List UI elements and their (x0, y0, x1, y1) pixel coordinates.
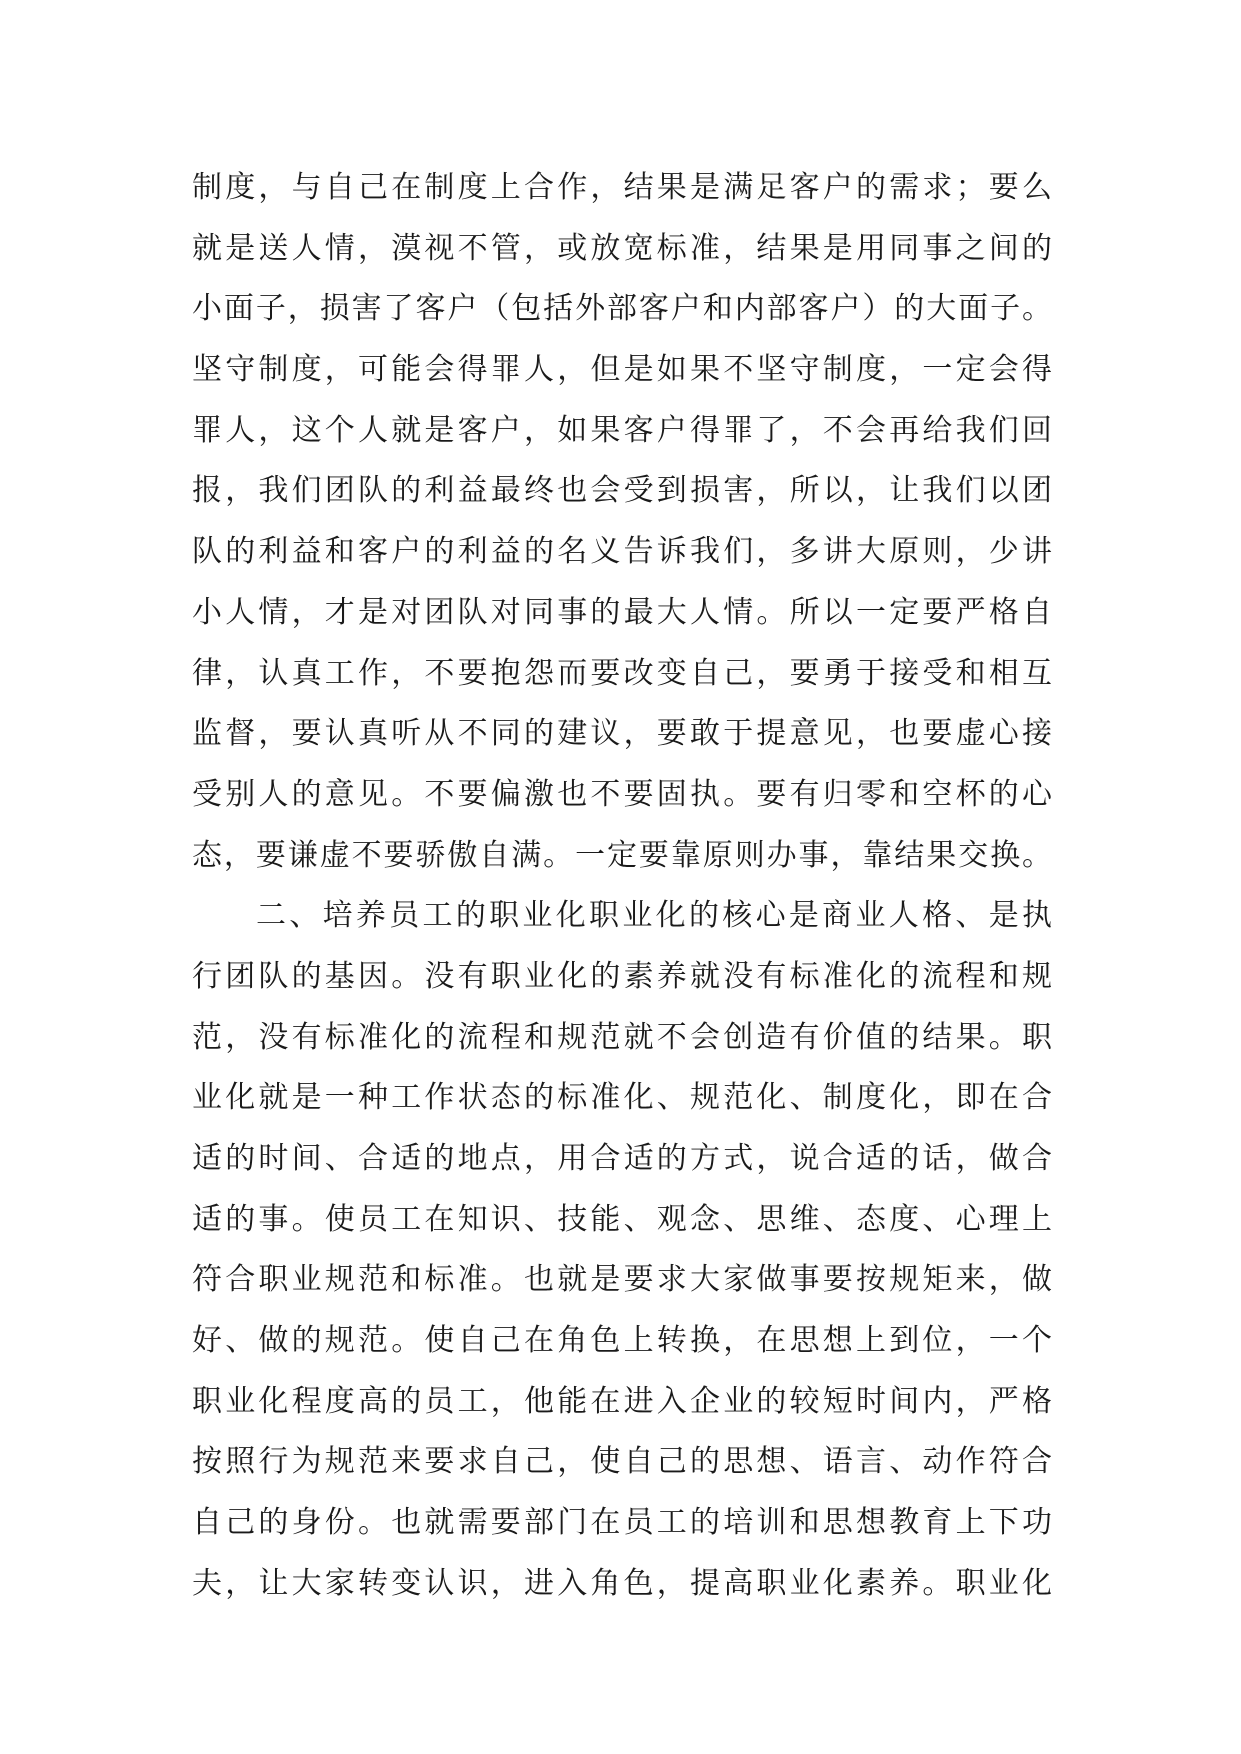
text-line: 适的时间、合适的地点，用合适的方式，说合适的话，做合 (192, 1141, 1052, 1176)
text-line: 职业化程度高的员工，他能在进入企业的较短时间内，严格 (192, 1383, 1052, 1419)
text-line: 小人情，才是对团队对同事的最大人情。所以一定要严格自 (192, 594, 1052, 630)
paragraph-1 (192, 158, 1052, 886)
text-line: 律，认真工作，不要抱怨而要改变自己，要勇于接受和相互 (192, 655, 1052, 691)
text-line: 小面子，损害了客户（包括外部客户和内部客户）的大面子。 (192, 291, 1052, 327)
text-line: 罪人，这个人就是客户，如果客户得罪了，不会再给我们回 (192, 412, 1052, 448)
text-line: 业化就是一种工作状态的标准化、规范化、制度化，即在合 (192, 1080, 1052, 1116)
text-line: 制度，与自己在制度上合作，结果是满足客户的需求；要么 (192, 170, 1052, 205)
text-line: 适的事。使员工在知识、技能、观念、思维、态度、心理上 (192, 1201, 1052, 1237)
paragraph-2 (192, 886, 1052, 1614)
body-text (192, 158, 1052, 1615)
text-line: 行团队的基因。没有职业化的素养就没有标准化的流程和规 (192, 958, 1052, 994)
text-line: 按照行为规范来要求自己，使自己的思想、语言、动作符合 (192, 1444, 1052, 1480)
text-line: 夫，让大家转变认识，进入角色，提高职业化素养。职业化 (192, 1565, 1052, 1601)
text-line: 好、做的规范。使自己在角色上转换，在思想上到位，一个 (192, 1323, 1052, 1359)
text-line-indented: 二、培养员工的职业化职业化的核心是商业人格、是执 (256, 898, 1052, 934)
text-line: 态，要谦虚不要骄傲自满。一定要靠原则办事，靠结果交换。 (192, 837, 1052, 873)
text-line: 符合职业规范和标准。也就是要求大家做事要按规矩来，做 (192, 1262, 1052, 1298)
text-line: 范，没有标准化的流程和规范就不会创造有价值的结果。职 (192, 1019, 1052, 1055)
text-line: 自己的身份。也就需要部门在员工的培训和思想教育上下功 (192, 1505, 1052, 1541)
text-line: 队的利益和客户的利益的名义告诉我们，多讲大原则，少讲 (192, 534, 1052, 570)
text-line: 报，我们团队的利益最终也会受到损害，所以，让我们以团 (192, 473, 1052, 509)
text-line: 监督，要认真听从不同的建议，要敢于提意见，也要虚心接 (192, 716, 1052, 752)
text-line: 坚守制度，可能会得罪人，但是如果不坚守制度，一定会得 (192, 352, 1052, 388)
text-line: 就是送人情，漠视不管，或放宽标准，结果是用同事之间的 (192, 230, 1052, 266)
text-line: 受别人的意见。不要偏激也不要固执。要有归零和空杯的心 (192, 776, 1052, 812)
